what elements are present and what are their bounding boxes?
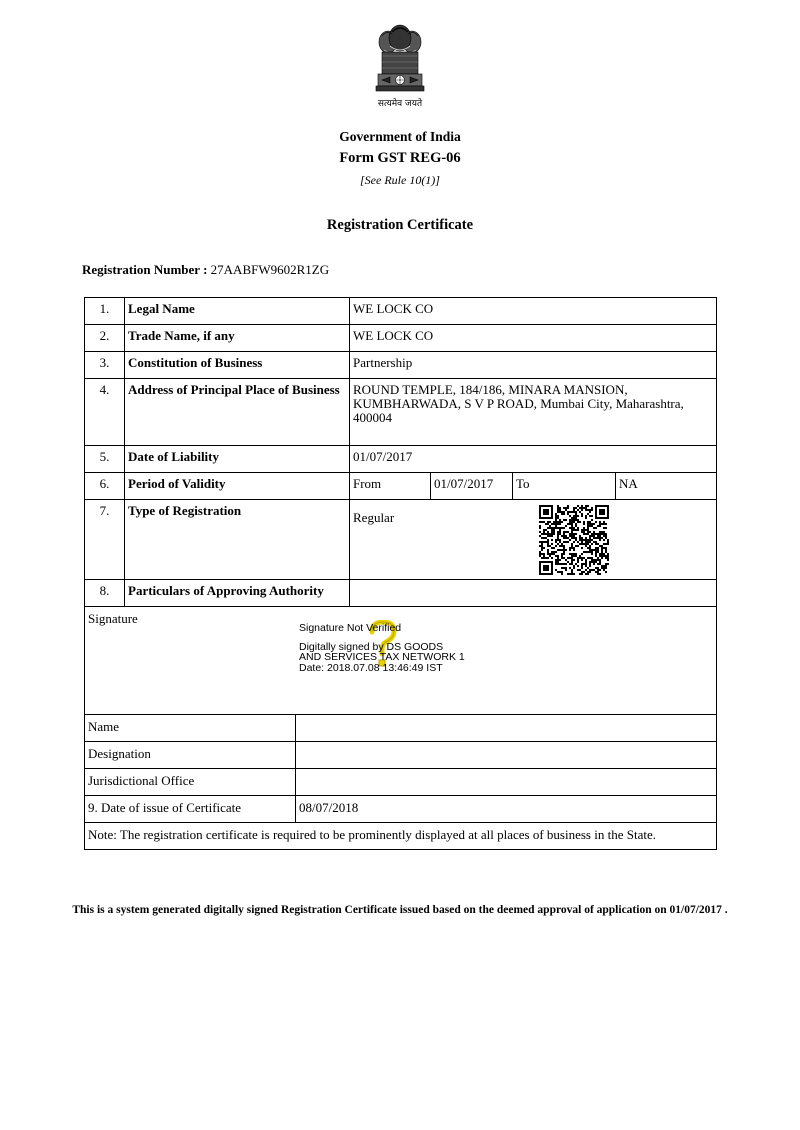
table-row [85,379,717,446]
row-number: 6. [85,473,125,500]
row-value: WE LOCK CO [350,298,717,325]
certificate-title: Registration Certificate [326,217,474,233]
table-row [85,769,717,796]
authority-value [296,742,717,769]
row-number: 2. [85,325,125,352]
signature-signed-by-line1: Digitally signed by DS GOODS [299,640,444,653]
authority-value [296,715,717,742]
qr-code-icon [539,505,609,575]
validity-from-label: From [350,473,431,499]
validity-from-date: 01/07/2017 [431,473,513,499]
signature-status: Signature Not Verified [299,622,402,634]
row-number: 4. [85,379,125,446]
row-label: Legal Name [125,298,350,325]
row-label: Trade Name, if any [125,325,350,352]
row-label: Type of Registration [125,500,350,580]
signature-signed-by-line2: AND SERVICES TAX NETWORK 1 [299,651,465,663]
table-row [85,298,717,325]
table-row [85,446,717,473]
row-label: Period of Validity [125,473,350,500]
authority-value: 08/07/2018 [296,796,717,823]
footer-statement: This is a system generated digitally signed Registration Certificate issued based on the deemed approval of application on 01/07/2017 . [72,904,728,916]
authority-label: Designation [85,742,296,769]
row-number: 8. [85,580,125,607]
row-label: Particulars of Approving Authority [125,580,350,607]
table-row [85,715,717,742]
validity-to-date: NA [619,476,638,491]
row-number: 1. [85,298,125,325]
row-number: 5. [85,446,125,473]
government-heading: Government of India [339,129,461,144]
details-table [84,297,717,607]
row-label: Address of Principal Place of Business [125,379,350,446]
authority-label: 9. Date of issue of Certificate [85,796,296,823]
row-value: WE LOCK CO [350,325,717,352]
table-row [85,580,717,607]
authority-value [296,769,717,796]
authority-label: Name [85,715,296,742]
validity-cell [350,473,717,500]
note-text: Note: The registration certificate is required to be prominently displayed at all places of business in the State. [85,823,717,850]
table-row [85,823,717,850]
rule-reference: [See Rule 10(1)] [360,173,440,187]
digital-signature-text [299,623,465,673]
row-value: 01/07/2017 [350,446,717,473]
row-number: 3. [85,352,125,379]
table-row [85,352,717,379]
table-row [85,500,717,580]
row-value [350,580,717,607]
registration-number-line [82,262,329,278]
signature-date: Date: 2018.07.08 13:46:49 IST [299,661,443,674]
registration-number-value: 27AABFW9602R1ZG [210,262,330,277]
row-value: Regular [350,500,717,580]
signature-area [84,606,717,715]
registration-number-label: Registration Number : [82,262,208,277]
row-label: Constitution of Business [125,352,350,379]
signature-label: Signature [88,611,138,626]
validity-to-label: To [513,473,616,499]
authority-table [84,714,717,850]
emblem-motto: सत्यमेव जयते [377,99,423,109]
table-row [85,796,717,823]
form-title: Form GST REG-06 [339,150,461,166]
row-number: 7. [85,500,125,580]
authority-label: Jurisdictional Office [85,769,296,796]
table-row [85,742,717,769]
row-label: Date of Liability [125,446,350,473]
table-row [85,325,717,352]
row-value: Partnership [350,352,717,379]
table-row [85,473,717,500]
row-value: ROUND TEMPLE, 184/186, MINARA MANSION, KUMBHARWADA, S V P ROAD, Mumbai City, Maharashtra, 400004 [350,379,717,446]
